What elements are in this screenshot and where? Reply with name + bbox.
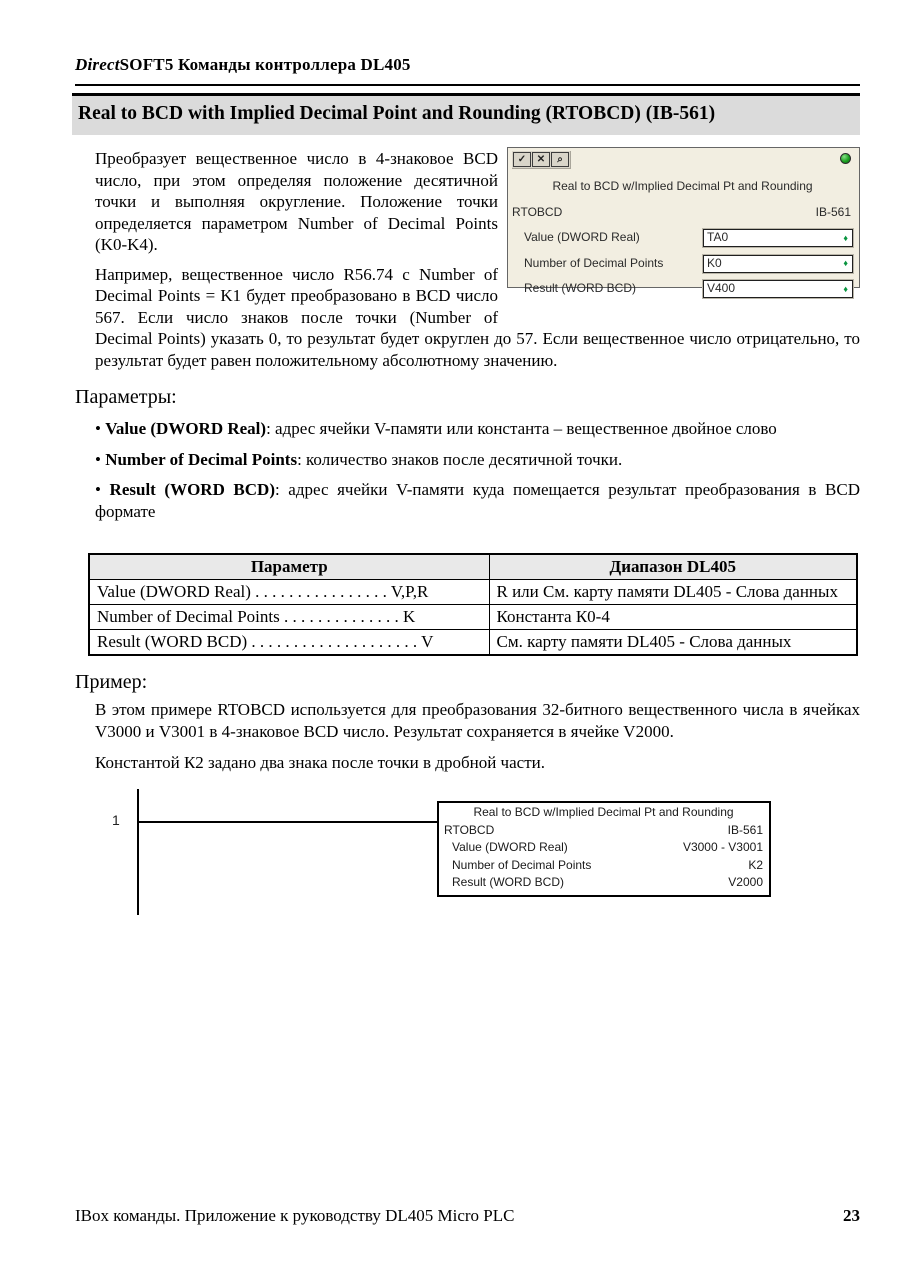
dialog-title: Real to BCD w/Implied Decimal Pt and Rounding [552,179,813,194]
running-header [75,55,860,75]
cell-range: См. карту памяти DL405 - Слова данных [489,630,857,656]
parameter-item [95,449,860,471]
page-footer [75,1206,860,1226]
description-paragraph-1: Преобразует вещественное число в 4-знаковое BCD число, при этом определяя положение десятичной точки и выполняя округление. Положение точки определяется параметром Number of Decimal Points (K0-K4). [95,149,498,255]
description-paragraph-2: Например, вещественное число R56.74 с Number of Decimal Points = K1 будет преобразовано в BCD число 567. Если число знаков после точки (Number of Decimal Points) указать 0, то результат будет округлен до 57. Если вещественное число отрицательно, то результат будет равен положительному абсолютному значению. [95,264,860,370]
check-icon: ✓ [517,153,527,165]
brand-name: Direct [75,55,120,74]
valid-marker-icon: ♦ [843,283,848,294]
table-header-row [89,554,857,580]
cell-parameter: Value (DWORD Real) . . . . . . . . . . . . . . . . V,P,R [89,580,489,605]
example-paragraph-2: Константой К2 задано два знака после точки в дробной части. [95,753,545,773]
parameter-name: Result (WORD BCD) [109,480,275,500]
field-row-result [524,278,853,300]
ibox-param-label: Number of Decimal Points [452,857,592,872]
example-section [95,699,860,774]
example-paragraph-1: В этом примере RTOBCD используется для преобразования 32-битного вещественного числа в ячейках V3000 и V3001 в 4-знаковое BCD число. Результат сохраняется в ячейке V2000. [95,700,860,742]
input-value: TA0 [707,230,729,245]
parameters-heading: Параметры: [75,386,177,409]
field-row-decimal-points [524,253,853,275]
footer-text: IBox команды. Приложение к руководству DL405 Micro PLC [75,1206,515,1225]
input-value: K0 [707,255,722,270]
cell-range: Константа К0-4 [489,605,857,630]
parameters-list [95,418,860,522]
field-row-value [524,227,853,249]
table-row [89,580,857,605]
ibox-param-row [444,874,763,892]
close-icon: ✕ [536,153,546,165]
valid-marker-icon: ♦ [843,258,848,269]
cell-parameter: Result (WORD BCD) . . . . . . . . . . . . . . . . . . . . V [89,630,489,656]
ibox-param-value: K2 [748,857,763,872]
bullet-glyph: • [95,449,101,469]
table-row [89,630,857,656]
header-text: SOFT5 Команды контроллера DL405 [119,55,411,74]
parameter-item [95,418,860,440]
ladder-wire [137,821,438,823]
ibox-mnemonic-row [444,822,763,840]
dialog-mnemonic: RTOBCD [512,204,563,219]
field-label: Value (DWORD Real) [524,230,640,245]
ibox-param-row [444,839,763,857]
ibox-mnemonic: RTOBCD [444,822,495,837]
bullet-glyph: • [95,419,101,439]
column-header-parameter: Параметр [89,554,489,580]
input-value: V400 [707,281,736,296]
bullet-glyph: • [95,480,101,500]
parameter-range-table [88,553,858,656]
parameter-description: : адрес ячейки V-памяти или константа – вещественное двойное слово [266,419,777,439]
ibox-param-value: V2000 [728,875,763,890]
field-label: Result (WORD BCD) [524,281,637,296]
page-number: 23 [843,1206,860,1225]
section-title: Real to BCD with Implied Decimal Point and Rounding (RTOBCD) (IB-561) [72,93,860,135]
parameter-name: Number of Decimal Points [105,449,298,469]
ibox-dialog [507,147,860,296]
cancel-button[interactable] [532,152,550,167]
parameter-description: : адрес ячейки V-памяти куда помещается результат преобразования в BCD формате [95,480,860,521]
field-label: Number of Decimal Points [524,255,664,270]
table-row [89,605,857,630]
parameter-description: : количество знаков после десятичной точки. [297,449,623,469]
cell-range: R или См. карту памяти DL405 - Слова данных [489,580,857,605]
ibox-code: IB-561 [727,822,763,837]
ibox-param-value: V3000 - V3001 [682,840,763,855]
rung-number: 1 [112,812,120,829]
cell-parameter: Number of Decimal Points . . . . . . . . . . . . . . K [89,605,489,630]
browse-button[interactable] [551,152,569,167]
result-input[interactable] [703,280,853,298]
ladder-diagram [75,789,860,929]
example-heading: Пример: [75,671,148,694]
value-input[interactable] [703,229,853,247]
ladder-instruction-box [437,801,771,897]
ibox-title: Real to BCD w/Implied Decimal Pt and Rounding [473,805,734,820]
valid-marker-icon: ♦ [843,232,848,243]
parameter-item [95,479,860,522]
parameter-name: Value (DWORD Real) [105,419,267,439]
column-header-range: Диапазон DL405 [489,554,857,580]
accept-button[interactable] [513,152,531,167]
status-led-icon [840,153,851,164]
ibox-param-row [444,857,763,875]
dialog-code: IB-561 [815,204,851,219]
dialog-mnemonic-row [512,202,853,224]
dialog-toolbar [512,151,853,172]
magnifier-icon: ⌕ [557,153,563,165]
header-rule [75,84,860,86]
ibox-param-label: Result (WORD BCD) [452,875,565,890]
dialog-button-group [512,151,571,169]
intro-section [95,148,860,371]
ladder-left-rail [137,789,139,915]
ibox-param-label: Value (DWORD Real) [452,840,568,855]
decimal-points-input[interactable] [703,255,853,273]
